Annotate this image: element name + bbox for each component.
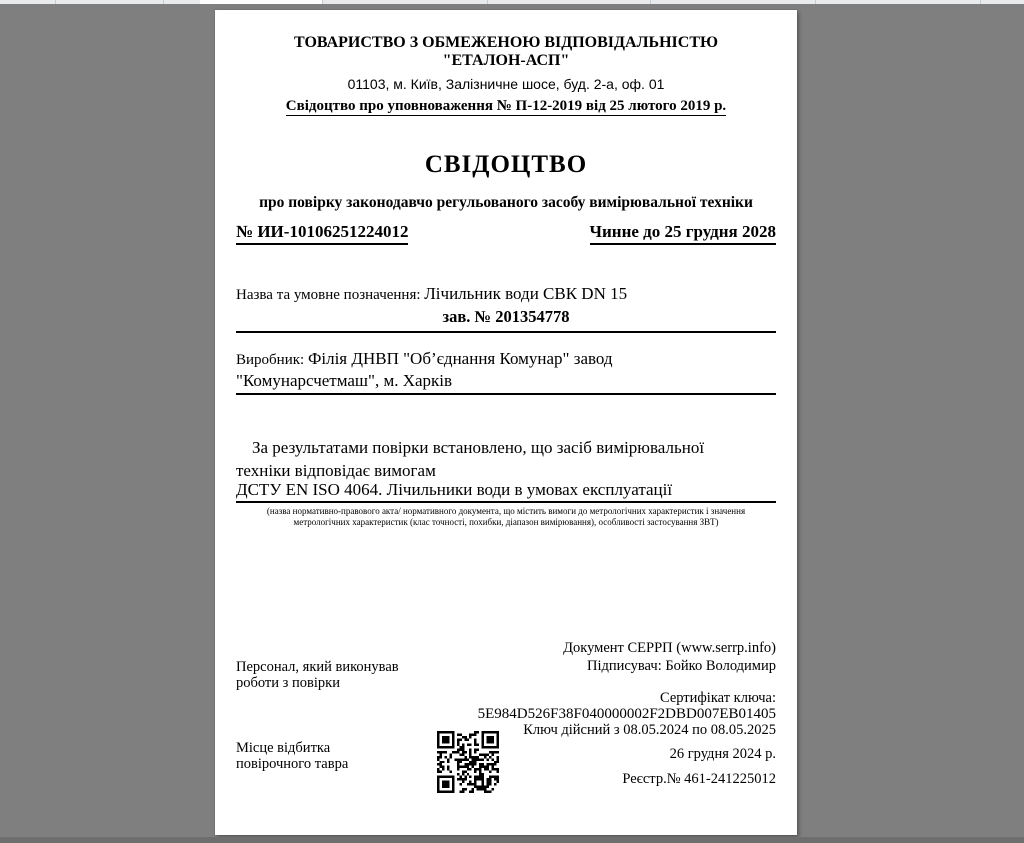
authorization-text: Свідоцтво про уповноваження № П-12-2019 від 25 лютого 2019 р. <box>285 98 727 114</box>
tab-strip-active-segment <box>200 0 322 4</box>
device-value: Лічильник води СВК DN 15 <box>424 284 628 303</box>
tab-divider <box>322 0 323 4</box>
serial-number: зав. № 201354778 <box>236 307 776 333</box>
result-line1: За результатами повірки встановлено, що засіб вимірювальної <box>252 438 705 457</box>
tab-divider <box>815 0 816 4</box>
qr-code <box>437 731 499 793</box>
device-line <box>236 284 776 304</box>
result-line2: техніки відповідає вимогам <box>236 460 436 480</box>
doc-source: Документ СЕРРП (www.serrp.info) <box>563 640 776 656</box>
signer: Підписувач: Бойко Володимир <box>587 658 776 674</box>
manufacturer-line1 <box>236 349 776 369</box>
org-name-line2: "ЕТАЛОН-АСП" <box>442 52 570 69</box>
verification-result <box>236 437 776 482</box>
stamp-place-line1: Місце відбитка <box>236 740 331 756</box>
certificate-page <box>215 10 797 835</box>
number-row <box>236 222 776 245</box>
personnel-line1: Персонал, який виконував <box>236 659 399 675</box>
tab-divider <box>487 0 488 4</box>
org-address: 01103, м. Київ, Залізничне шосе, буд. 2-а, оф. 01 <box>347 76 665 92</box>
org-name-line1: ТОВАРИСТВО З ОБМЕЖЕНОЮ ВІДПОВІДАЛЬНІСТЮ <box>294 34 718 51</box>
manufacturer-label: Виробник: <box>236 352 305 368</box>
standard-reference: ДСТУ EN ISO 4064. Лічильники води в умовах експлуатації <box>236 480 776 503</box>
standard-footnote: (назва нормативно-правового акта/ нормативного документа, що містить вимоги до метрологічних характеристик і значення метрологічних характеристик (клас точності, похибки, діапазон вимірювання), особливості застосування ЗВТ) <box>266 506 746 527</box>
registry-number: Реєстр.№ 461-241225012 <box>622 771 776 787</box>
manufacturer-value-line1: Філія ДНВП "Об’єднання Комунар" завод <box>307 349 613 368</box>
cert-key-value: 5E984D526F38F040000002F2DBD007EB01405 <box>477 706 776 722</box>
tab-divider <box>163 0 164 4</box>
authorization-line <box>236 98 776 115</box>
cert-key-label: Сертифікат ключа: <box>659 690 776 706</box>
personnel-line2: роботи з повірки <box>236 675 340 691</box>
tab-divider <box>650 0 651 4</box>
valid-until: Чинне до 25 грудня 2028 <box>590 222 776 245</box>
certificate-title: СВІДОЦТВО <box>424 151 588 178</box>
tab-divider <box>55 0 56 4</box>
browser-tab-strip <box>0 0 1024 4</box>
issue-date: 26 грудня 2024 р. <box>669 746 776 762</box>
stamp-place-line2: повірочного тавра <box>236 756 349 772</box>
certificate-subtitle: про повірку законодавчо регульованого засобу вимірювальної техніки <box>259 194 753 211</box>
tab-divider <box>980 0 981 4</box>
device-label: Назва та умовне позначення: <box>236 287 421 303</box>
key-validity: Ключ дійсний з 08.05.2024 по 08.05.2025 <box>523 722 776 738</box>
manufacturer-line2: "Комунарсчетмаш", м. Харків <box>236 371 776 395</box>
certificate-number: № ИИ-10106251224012 <box>236 222 408 245</box>
bottom-edge <box>0 837 1024 843</box>
